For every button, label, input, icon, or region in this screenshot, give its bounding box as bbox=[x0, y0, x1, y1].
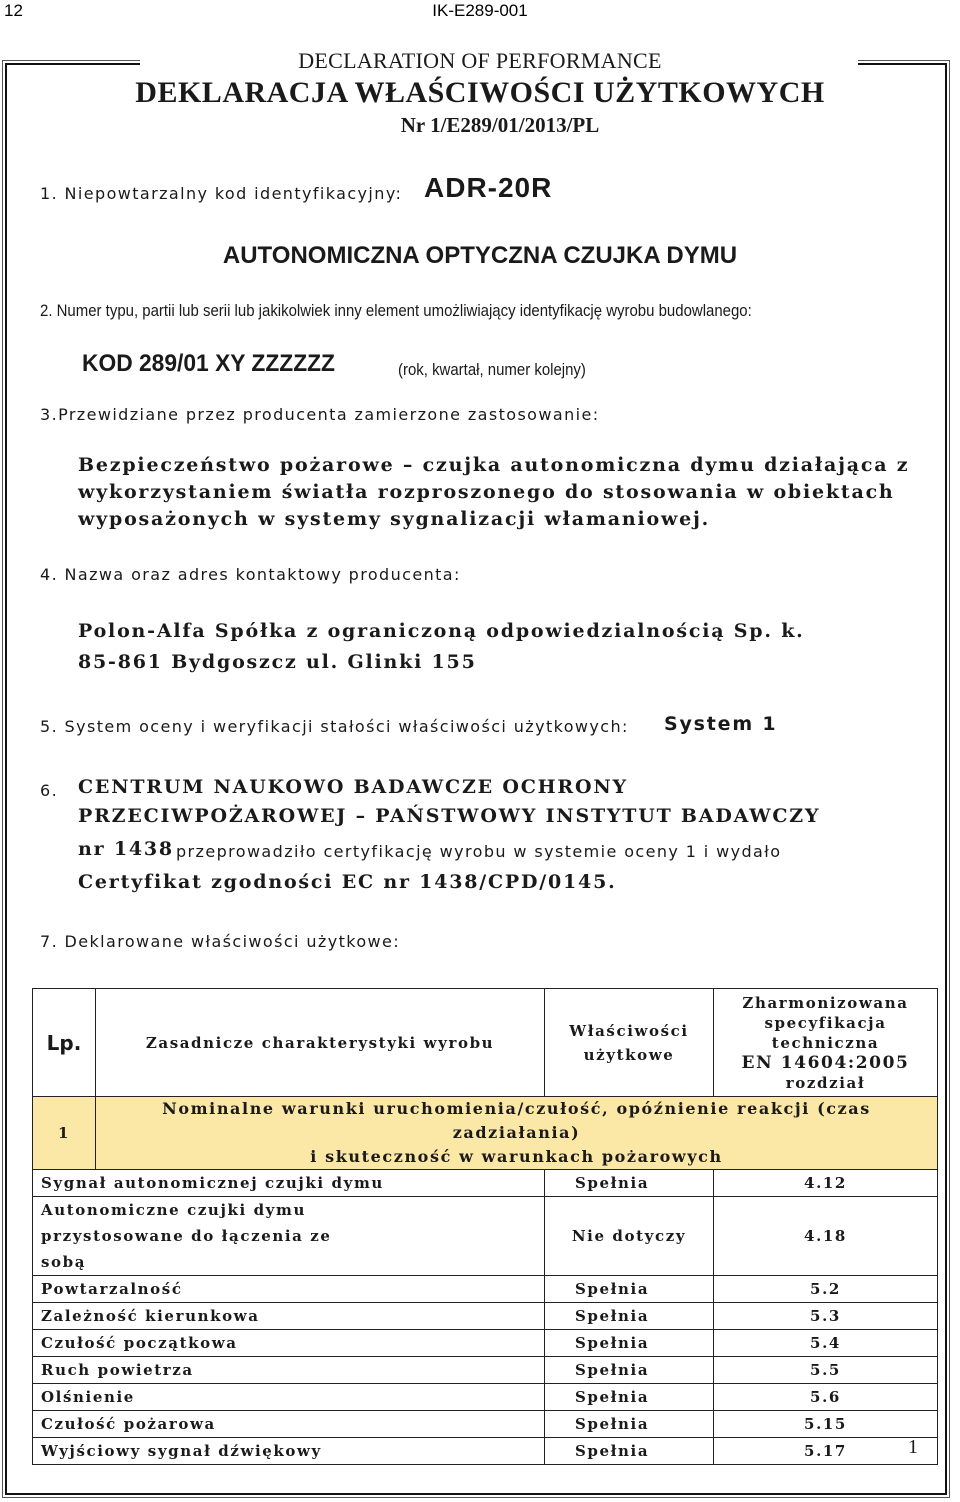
row-performance: Spełnia bbox=[545, 1170, 714, 1197]
intended-use-line-2: wykorzystaniem światła rozproszonego do stosowania w obiektach bbox=[78, 481, 895, 503]
row-performance: Spełnia bbox=[545, 1384, 714, 1411]
header-spec-line-4: EN 14604:2005 bbox=[741, 1052, 910, 1073]
row-characteristic: Olśnienie bbox=[33, 1384, 545, 1411]
row-performance: Spełnia bbox=[545, 1303, 714, 1330]
table-row bbox=[33, 1197, 938, 1276]
performance-table bbox=[32, 988, 938, 1465]
table-group-row bbox=[33, 1097, 938, 1170]
header-specification bbox=[714, 989, 938, 1097]
section-5-label: 5. System oceny i weryfikacji stałości właściwości użytkowych: bbox=[40, 717, 629, 736]
header-lp: Lp. bbox=[33, 989, 96, 1097]
row-performance: Spełnia bbox=[545, 1330, 714, 1357]
header-performance-line-1: Właściwości bbox=[569, 1021, 689, 1040]
table-row bbox=[33, 1438, 938, 1465]
group-title-line-1: Nominalne warunki uruchomienia/czułość, opóźnienie reakcji (czas zadziałania) bbox=[162, 1099, 871, 1142]
header-characteristics: Zasadnicze charakterystyki wyrobu bbox=[96, 989, 545, 1097]
product-name: AUTONOMICZNA OPTYCZNA CZUJKA DYMU bbox=[222, 242, 738, 269]
section-7-label: 7. Deklarowane właściwości użytkowe: bbox=[40, 932, 401, 951]
table-row bbox=[33, 1276, 938, 1303]
product-code: ADR-20R bbox=[424, 172, 553, 203]
row-characteristic: Czułość początkowa bbox=[33, 1330, 545, 1357]
header-spec-line-5: rozdział bbox=[785, 1073, 866, 1092]
section-4-label: 4. Nazwa oraz adres kontaktowy producenta: bbox=[40, 565, 461, 584]
notified-body-line-1: CENTRUM NAUKOWO BADAWCZE OCHRONY bbox=[78, 776, 628, 798]
footer-page-number: 1 bbox=[908, 1436, 918, 1458]
row-clause: 5.3 bbox=[714, 1303, 938, 1330]
type-code-note: (rok, kwartał, numer kolejny) bbox=[398, 360, 586, 379]
intended-use-line-1: Bezpieczeństwo pożarowe – czujka autonomiczna dymu działająca z bbox=[78, 454, 910, 476]
row-characteristic: Czułość pożarowa bbox=[33, 1411, 545, 1438]
row-clause: 5.15 bbox=[714, 1411, 938, 1438]
section-6-number: 6. bbox=[40, 781, 59, 800]
manufacturer-address: 85-861 Bydgoszcz ul. Glinki 155 bbox=[78, 651, 477, 673]
row-characteristic: Autonomiczne czujki dymu przystosowane do łączenia ze sobą bbox=[33, 1197, 545, 1276]
document-reference: IK-E289-001 bbox=[432, 1, 528, 20]
row-characteristic: Ruch powietrza bbox=[33, 1357, 545, 1384]
row-performance: Nie dotyczy bbox=[545, 1197, 714, 1276]
row-performance: Spełnia bbox=[545, 1357, 714, 1384]
intended-use-line-3: wyposażonych w systemy sygnalizacji włamaniowej. bbox=[78, 508, 711, 530]
section-1-label: 1. Niepowtarzalny kod identyfikacyjny: bbox=[40, 184, 403, 203]
row-clause: 5.6 bbox=[714, 1384, 938, 1411]
group-number: 1 bbox=[33, 1097, 96, 1170]
row-performance: Spełnia bbox=[545, 1276, 714, 1303]
notified-body-number: nr 1438 bbox=[78, 838, 174, 860]
table-row bbox=[33, 1384, 938, 1411]
row-clause: 5.2 bbox=[714, 1276, 938, 1303]
row-clause: 4.18 bbox=[714, 1197, 938, 1276]
header-spec-line-3: techniczna bbox=[771, 1033, 880, 1052]
group-title bbox=[96, 1097, 938, 1170]
table-header-row bbox=[33, 989, 938, 1097]
table-row bbox=[33, 1411, 938, 1438]
table-row bbox=[33, 1357, 938, 1384]
assessment-system: System 1 bbox=[664, 713, 778, 735]
row-characteristic: Wyjściowy sygnał dźwiękowy bbox=[33, 1438, 545, 1465]
row-clause: 5.5 bbox=[714, 1357, 938, 1384]
section-3-label: 3.Przewidziane przez producenta zamierzone zastosowanie: bbox=[40, 405, 600, 424]
notified-body-line-2: PRZECIWPOŻAROWEJ – PAŃSTWOWY INSTYTUT BADAWCZY bbox=[78, 805, 821, 827]
header-spec-line-1: Zharmonizowana bbox=[742, 993, 909, 1012]
section-2-label: 2. Numer typu, partii lub serii lub jakikolwiek inny element umożliwiający identyfikację wyrobu budowlanego: bbox=[40, 301, 752, 320]
row-performance: Spełnia bbox=[545, 1438, 714, 1465]
table-row bbox=[33, 1170, 938, 1197]
row-clause: 4.12 bbox=[714, 1170, 938, 1197]
row-characteristic: Powtarzalność bbox=[33, 1276, 545, 1303]
table-row bbox=[33, 1303, 938, 1330]
header-spec-line-2: specyfikacja bbox=[764, 1013, 887, 1032]
row-clause: 5.17 bbox=[714, 1438, 938, 1465]
row-performance: Spełnia bbox=[545, 1411, 714, 1438]
table-row bbox=[33, 1330, 938, 1357]
group-title-line-2: i skuteczność w warunkach pożarowych bbox=[310, 1147, 723, 1166]
certificate-number: Certyfikat zgodności EC nr 1438/CPD/0145. bbox=[78, 871, 617, 893]
declaration-number: Nr 1/E289/01/2013/PL bbox=[400, 113, 600, 137]
title-polish: DEKLARACJA WŁAŚCIWOŚCI UŻYTKOWYCH bbox=[135, 76, 825, 109]
header-performance-line-2: użytkowe bbox=[583, 1045, 675, 1064]
title-english: DECLARATION OF PERFORMANCE bbox=[298, 48, 662, 73]
manufacturer-name: Polon-Alfa Spółka z ograniczoną odpowiedzialnością Sp. k. bbox=[78, 620, 805, 642]
certification-text: przeprowadziło certyfikację wyrobu w systemie oceny 1 i wydało bbox=[176, 842, 782, 861]
row-clause: 5.4 bbox=[714, 1330, 938, 1357]
page-number: 12 bbox=[4, 1, 23, 20]
header-performance bbox=[545, 989, 714, 1097]
type-code: KOD 289/01 XY ZZZZZZ bbox=[82, 350, 335, 377]
row-characteristic: Zależność kierunkowa bbox=[33, 1303, 545, 1330]
row-characteristic: Sygnał autonomicznej czujki dymu bbox=[33, 1170, 545, 1197]
